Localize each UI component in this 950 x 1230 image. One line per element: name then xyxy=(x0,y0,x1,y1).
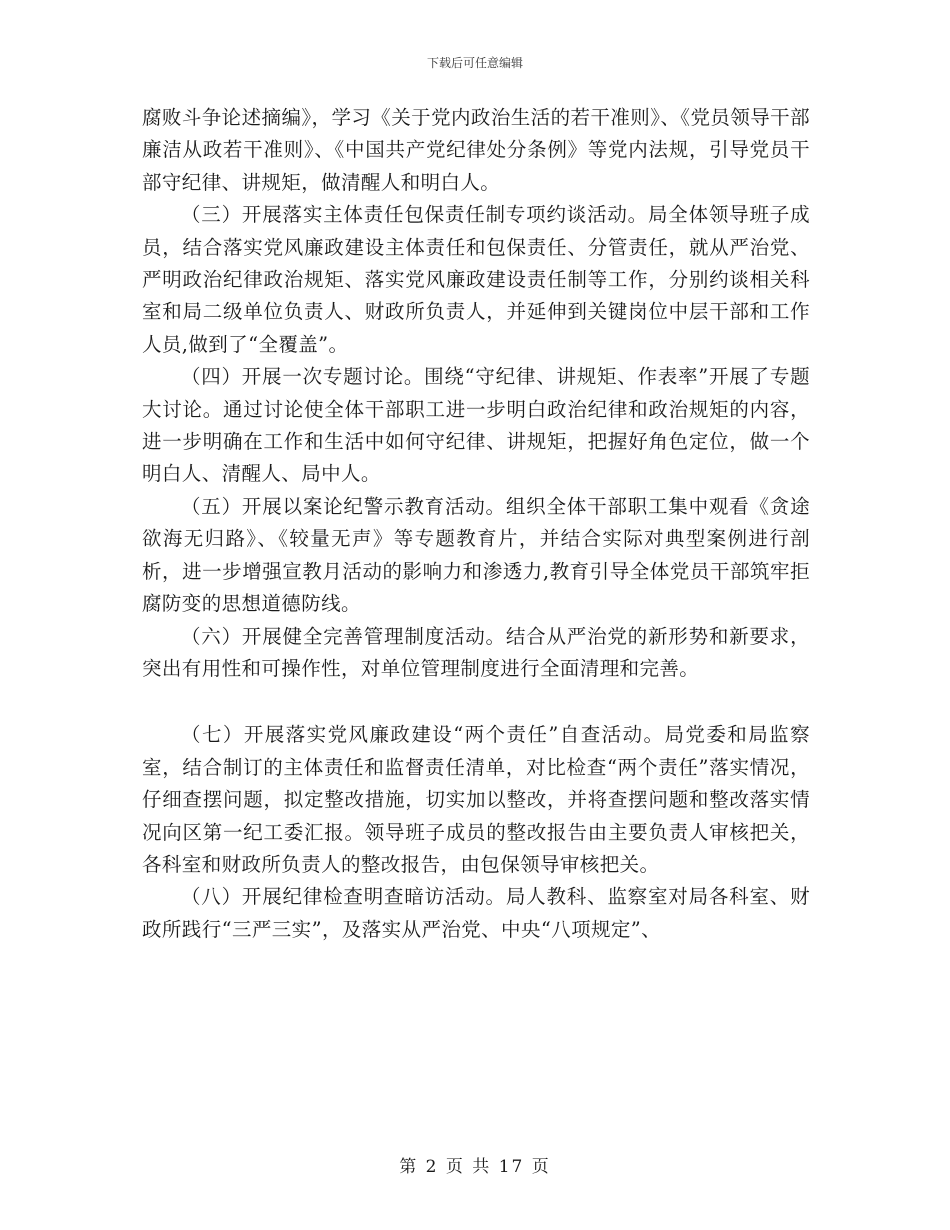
document-body xyxy=(142,102,810,946)
paragraph-item-8: （八）开展纪律检查明查暗访活动。局人教科、监察室对局各科室、财政所践行“三严三实”，及落实从严治党、中央“八项规定”、 xyxy=(142,885,810,941)
paragraph-continuation: 腐败斗争论述摘编》，学习《关于党内政治生活的若干准则》、《党员领导干部廉洁从政若干准则》、《中国共产党纪律处分条例》等党内法规，引导党员干部守纪律、讲规矩，做清醒人和明白人。 xyxy=(142,106,810,194)
paragraph-spacer xyxy=(142,685,810,719)
page-number-footer: 第 2 页 共 17 页 xyxy=(399,1157,551,1177)
paragraph-item-6: （六）开展健全完善管理制度活动。结合从严治党的新形势和新要求，突出有用性和可操作性，对单位管理制度进行全面清理和完善。 xyxy=(142,624,810,680)
paragraph-item-4: （四）开展一次专题讨论。围绕“守纪律、讲规矩、作表率”开展了专题大讨论。通过讨论使全体干部职工进一步明白政治纪律和政治规矩的内容，进一步明确在工作和生活中如何守纪律、讲规矩，把握好角色定位，做一个明白人、清醒人、局中人。 xyxy=(142,365,810,486)
paragraph-item-7: （七）开展落实党风廉政建设“两个责任”自查活动。局党委和局监察室，结合制订的主体责任和监督责任清单，对比检查“两个责任”落实情况，仔细查摆问题，拟定整改措施，切实加以整改，并将查摆问题和整改落实情况向区第一纪工委汇报。领导班子成员的整改报告由主要负责人审核把关，各科室和财政所负责人的整改报告，由包保领导审核把关。 xyxy=(142,723,810,876)
paragraph-item-3: （三）开展落实主体责任包保责任制专项约谈活动。局全体领导班子成员，结合落实党风廉政建设主体责任和包保责任、分管责任，就从严治党、严明政治纪律政治规矩、落实党风廉政建设责任制等工作，分别约谈相关科室和局二级单位负责人、财政所负责人，并延伸到关键岗位中层干部和工作人员,做到了“全覆盖”。 xyxy=(142,203,810,356)
paragraph-item-5: （五）开展以案论纪警示教育活动。组织全体干部职工集中观看《贪途欲海无归路》、《较量无声》等专题教育片，并结合实际对典型案例进行剖析，进一步增强宣教月活动的影响力和渗透力,教育引导全体党员干部筑牢拒腐防变的思想道德防线。 xyxy=(142,494,810,616)
page-header: 下载后可任意编辑 xyxy=(426,56,523,70)
